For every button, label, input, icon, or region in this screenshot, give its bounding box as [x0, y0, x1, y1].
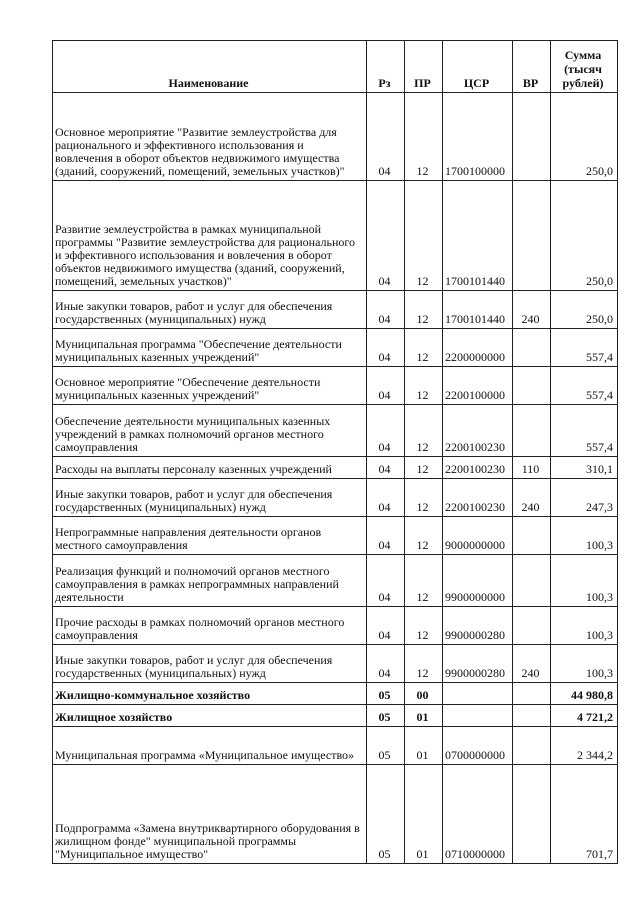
row-csr: 9900000280 — [443, 607, 513, 645]
row-name: Жилищно-коммунальное хозяйство — [53, 683, 367, 705]
row-name: Прочие расходы в рамках полномочий органов местного самоуправления — [53, 607, 367, 645]
row-pr: 12 — [405, 457, 443, 479]
row-sum: 100,3 — [551, 645, 618, 683]
row-csr: 0700000000 — [443, 727, 513, 765]
header-rz: Рз — [367, 41, 405, 93]
row-pr: 12 — [405, 645, 443, 683]
row-vr — [513, 683, 551, 705]
row-pr: 00 — [405, 683, 443, 705]
row-pr: 01 — [405, 705, 443, 727]
row-csr: 2200100230 — [443, 405, 513, 457]
row-name: Муниципальная программа «Муниципальное имущество» — [53, 727, 367, 765]
row-name: Основное мероприятие "Обеспечение деятельности муниципальных казенных учреждений" — [53, 367, 367, 405]
row-csr: 2200000000 — [443, 329, 513, 367]
row-csr: 9900000000 — [443, 555, 513, 607]
table-row — [53, 405, 618, 457]
row-rz: 04 — [367, 329, 405, 367]
header-sum — [551, 41, 618, 93]
row-rz: 05 — [367, 765, 405, 864]
header-sum-line3: рублей) — [562, 76, 604, 90]
header-pr: ПР — [405, 41, 443, 93]
header-name: Наименование — [53, 41, 367, 93]
row-rz: 04 — [367, 181, 405, 291]
row-vr — [513, 405, 551, 457]
row-sum: 4 721,2 — [551, 705, 618, 727]
row-rz: 05 — [367, 683, 405, 705]
table-row — [53, 367, 618, 405]
row-rz: 05 — [367, 727, 405, 765]
header-csr: ЦСР — [443, 41, 513, 93]
row-csr: 1700100000 — [443, 93, 513, 181]
row-sum: 557,4 — [551, 367, 618, 405]
row-sum: 250,0 — [551, 291, 618, 329]
row-sum: 44 980,8 — [551, 683, 618, 705]
row-vr: 110 — [513, 457, 551, 479]
row-pr: 12 — [405, 555, 443, 607]
row-csr: 2200100230 — [443, 479, 513, 517]
row-csr: 0710000000 — [443, 765, 513, 864]
row-pr: 12 — [405, 329, 443, 367]
row-sum: 557,4 — [551, 405, 618, 457]
row-vr: 240 — [513, 291, 551, 329]
row-sum: 247,3 — [551, 479, 618, 517]
row-pr: 12 — [405, 291, 443, 329]
row-pr: 12 — [405, 181, 443, 291]
row-vr — [513, 517, 551, 555]
row-rz: 04 — [367, 645, 405, 683]
row-csr: 1700101440 — [443, 291, 513, 329]
row-sum: 250,0 — [551, 181, 618, 291]
row-vr — [513, 705, 551, 727]
row-vr — [513, 329, 551, 367]
table-row — [53, 479, 618, 517]
row-name: Иные закупки товаров, работ и услуг для обеспечения государственных (муниципальных) нужд — [53, 645, 367, 683]
row-rz: 04 — [367, 555, 405, 607]
table-header-row — [53, 41, 618, 93]
row-sum: 310,1 — [551, 457, 618, 479]
row-name: Реализация функций и полномочий органов местного самоуправления в рамках непрограммных направлений деятельности — [53, 555, 367, 607]
row-sum: 100,3 — [551, 607, 618, 645]
row-name: Непрограммные направления деятельности органов местного самоуправления — [53, 517, 367, 555]
table-row — [53, 705, 618, 727]
row-pr: 12 — [405, 93, 443, 181]
table-row — [53, 765, 618, 864]
row-rz: 04 — [367, 479, 405, 517]
row-sum: 100,3 — [551, 555, 618, 607]
row-vr — [513, 93, 551, 181]
row-vr: 240 — [513, 645, 551, 683]
row-csr: 9000000000 — [443, 517, 513, 555]
row-csr — [443, 705, 513, 727]
row-name: Жилищное хозяйство — [53, 705, 367, 727]
table-row — [53, 329, 618, 367]
table-row — [53, 683, 618, 705]
row-vr — [513, 607, 551, 645]
row-pr: 01 — [405, 765, 443, 864]
row-pr: 12 — [405, 367, 443, 405]
row-rz: 04 — [367, 457, 405, 479]
row-name: Иные закупки товаров, работ и услуг для обеспечения государственных (муниципальных) нужд — [53, 291, 367, 329]
row-sum: 100,3 — [551, 517, 618, 555]
header-vr: ВР — [513, 41, 551, 93]
header-sum-line2: (тысяч — [564, 62, 602, 76]
row-csr: 9900000280 — [443, 645, 513, 683]
row-rz: 04 — [367, 367, 405, 405]
row-sum: 2 344,2 — [551, 727, 618, 765]
budget-table — [52, 40, 618, 864]
row-rz: 04 — [367, 517, 405, 555]
row-rz: 04 — [367, 405, 405, 457]
row-name: Обеспечение деятельности муниципальных казенных учреждений в рамках полномочий органов местного самоуправления — [53, 405, 367, 457]
table-row — [53, 291, 618, 329]
row-rz: 05 — [367, 705, 405, 727]
row-sum: 250,0 — [551, 93, 618, 181]
row-name: Развитие землеустройства в рамках муниципальной программы "Развитие землеустройства для рационального и эффективного использования и вовлечения в оборот объектов недвижимого имущества (зданий, сооружений, помещений, земельных участков)" — [53, 181, 367, 291]
row-vr — [513, 765, 551, 864]
table-row — [53, 727, 618, 765]
table-row — [53, 555, 618, 607]
row-vr — [513, 181, 551, 291]
row-rz: 04 — [367, 607, 405, 645]
table-row — [53, 517, 618, 555]
row-name: Иные закупки товаров, работ и услуг для обеспечения государственных (муниципальных) нужд — [53, 479, 367, 517]
row-csr: 1700101440 — [443, 181, 513, 291]
row-pr: 12 — [405, 479, 443, 517]
row-name: Подпрограмма «Замена внутриквартирного оборудования в жилищном фонде" муниципальной программы "Муниципальное имущество" — [53, 765, 367, 864]
row-pr: 12 — [405, 607, 443, 645]
row-pr: 01 — [405, 727, 443, 765]
row-vr — [513, 555, 551, 607]
table-row — [53, 181, 618, 291]
row-vr: 240 — [513, 479, 551, 517]
table-row — [53, 93, 618, 181]
table-row — [53, 607, 618, 645]
row-csr: 2200100230 — [443, 457, 513, 479]
row-csr — [443, 683, 513, 705]
table-row — [53, 457, 618, 479]
row-name: Расходы на выплаты персоналу казенных учреждений — [53, 457, 367, 479]
row-rz: 04 — [367, 93, 405, 181]
row-pr: 12 — [405, 405, 443, 457]
row-rz: 04 — [367, 291, 405, 329]
row-vr — [513, 727, 551, 765]
row-sum: 557,4 — [551, 329, 618, 367]
header-sum-line1: Сумма — [564, 48, 602, 62]
row-pr: 12 — [405, 517, 443, 555]
row-vr — [513, 367, 551, 405]
table-row — [53, 645, 618, 683]
row-name: Муниципальная программа "Обеспечение деятельности муниципальных казенных учреждений" — [53, 329, 367, 367]
row-name: Основное мероприятие "Развитие землеустройства для рационального и эффективного использования и вовлечения в оборот объектов недвижимого имущества (зданий, сооружений, помещений, земельных участков)" — [53, 93, 367, 181]
row-sum: 701,7 — [551, 765, 618, 864]
row-csr: 2200100000 — [443, 367, 513, 405]
